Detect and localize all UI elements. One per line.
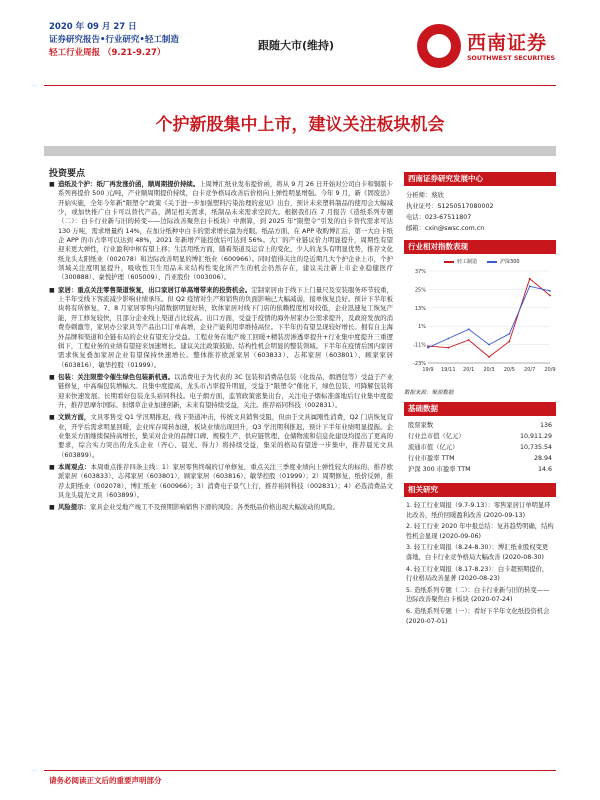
paragraph-lead: 包装：关注限塑令催生绿色包装新机遇。 (58, 372, 175, 381)
y-tick-label: 1% (418, 324, 426, 331)
fund-row (404, 420, 556, 431)
paragraph-text: 家具企业受地产竣工不及预期影响销售下滑的风险；各类纸品价格出现大幅波动的风险。 (89, 503, 340, 512)
chart-header: 行业相对指数表现 (404, 240, 556, 254)
related-item[interactable]: 4. 轻工行业周报（8.17-8.23）：白卡超预期提价，行业格局改善显著 (2020-08-23) (406, 565, 549, 583)
section-band (44, 146, 556, 156)
logo-name-cn: 西南证券 (467, 32, 548, 54)
chart-legend (404, 254, 556, 265)
header-divider (44, 85, 556, 86)
x-tick-label: 19/11 (441, 367, 456, 373)
related-item[interactable]: 2. 轻工行业 2020 年中报总结：复苏趋势明确，结构性机会显现 (2020-09-06) (406, 523, 554, 540)
related-header: 相关研究 (404, 483, 556, 497)
data-point (447, 338, 449, 340)
fund-table (404, 416, 556, 475)
y-tick-label: 13% (414, 305, 426, 312)
data-point (529, 278, 531, 280)
paragraph-text: 文具零售受 Q1 学汛期推迟，线下渠道冲击，传统文具销售受阻，但由于文具属刚性消费，Q2 门店恢复营业，开学后需求明显回暖，企业库存周转加速，板块业绩出现回升，Q3 学汛期利推迟，预计下半年业绩明显提振。企业集采方面继续保持高增长，集采对企业的品牌口碑、规模生产、供应链管理、仓储物流和信息化建设均提出了更高的要求，综合实力突出的龙头企业（齐心、晨光、得力）将持续受益，集采的格局有望进一步集中，推荐晨光文具（603899）。 (58, 413, 393, 459)
paragraph-text: 以消费电子为代表的 3C 包装和消费品包装（化妆品、烟酒包等）受益于产业链修复，中高端包装增幅大。且集中度提高，龙头市占率提升明显，受益于“限塑令”催化下，绿色包装、可降解包装将迎来快速发展。长期看好包装龙头裕同科技。电子烟方面，监管政策密集出台，关注电子烟标准落地后行业集中度提升，推荐思摩尔国际。但烟草企业加速创新，未来有望持续受益，关注。推荐裕同科技（002831）。 (58, 372, 393, 409)
fund-label: 流通市值（亿元） (408, 444, 459, 451)
data-point (447, 347, 449, 349)
related-item[interactable]: 3. 轻工行业周报（8.24-8.30）：博汇纸业股权变更落地，白卡行业竞争格局大幅改善 (2020-08-30) (406, 544, 549, 561)
data-point (468, 328, 470, 330)
paragraph-lead: 造纸及个护：纸厂再发涨价函，顺周期提价持续。 (58, 180, 200, 188)
fund-value: 10,735.54 (519, 444, 552, 451)
data-point (549, 295, 551, 297)
paragraph-lead: 本周观点： (58, 462, 91, 471)
y-tick-label: 25% (414, 287, 426, 294)
footer-disclaimer: 请务必阅读正文后的重要声明部分 (49, 776, 162, 785)
y-tick-label: -11% (413, 342, 426, 349)
summary-paragraph (49, 286, 393, 370)
fund-label: 股票家数 (408, 422, 434, 429)
rating-label: 跟随大市(维持) (258, 39, 335, 52)
x-tick-label: 20/3 (483, 367, 495, 373)
summary-paragraph (49, 463, 393, 500)
paragraph-text: 上周博汇纸业发布提价函，将从 9 月 26 日开始对公司白卡和铜版卡系列再提价 500 元/吨，产业顺周期提价持续，白卡竞争格局改善后价格向上弹性明显增强。今年 9 月，新《固废法》开始实施，全年今年新“限塑令”政策《关于进一步加强塑料污染治理的意见》出台，预计未来塑料制品的使用会大幅减少，或加快推广白卡可以替代产品，满足相关需求，纸制品未来需求空间大。根据我们在 7 月报告《造纸系列专题（二）：白卡行业新与旧的转变——边际改善聚焦白卡板块》中测算，到 2025 年“限塑令”引发的白卡替代需求可达 130 万吨，需求增量约 14%，在加分纸种中白卡的需求增长最为亮眼。纸品方面，在 APP 收购博汇后，第一大白卡纸企 APP 的市占率可以达到 48%，2021 年新增产能投放后可达到 56%。大厂的产业链议价力明显提升，周期性有望迎来更大弹性，行业盈利中枢有望上移；生活用纸方面，随着渠道及运营上的变化，少人的龙头有明显优势，推荐文化纸龙头太阳纸业（002078）和边际改善明显的博汇纸业（600966）。同时值得关注的是近期几大个护企业上市，个护领域关注度明显提升，吸收性卫生用品未来结构性变化所产生的机会仍然存在，建议关注新上市企业稳健医疗（300888）、豪悦护理（605009）、百亚股份（003006）。 (58, 180, 394, 282)
relative-index-chart (404, 265, 554, 383)
chart-source: 数据来源：聚源数据 (404, 390, 454, 396)
data-point (427, 345, 429, 347)
legend-item (444, 258, 477, 265)
fund-value: 10,911.29 (519, 433, 552, 440)
legend-swatch (444, 261, 454, 263)
data-point (549, 290, 551, 292)
legend-label: 轻工制造 (457, 259, 478, 265)
fund-label: 行业市盈率 TTM (408, 455, 455, 462)
data-point (488, 356, 490, 358)
paragraph-lead: 风险提示： (58, 503, 90, 512)
summary-paragraph (49, 373, 393, 410)
summary-heading: 投资要点 (49, 169, 86, 179)
report-title: 个护新股集中上市，建议关注板块机会 (155, 115, 445, 135)
data-point (427, 347, 429, 349)
data-point (468, 339, 470, 341)
x-tick-label: 20/1 (463, 367, 475, 373)
paragraph-lead: 文娱方面， (58, 413, 91, 422)
fund-header: 基础数据 (404, 402, 556, 416)
paragraph-text: 本周重点推荐四条主线：1）家居零售终端的订单修复，重点关注三季度业绩向上弹性较大的标的，推荐欧派家居（603833）、志邦家居（603801）、顾家家居（603816）、敏华控股（01999）；2）周期修复，纸价反弹，推荐太阳纸业（002078）、博汇纸业（600966）；3）消费电子景气上行，推荐裕同科技（002831）；4）必选消费品文具龙头晨光文具（603899）。 (58, 462, 393, 499)
footer-divider (44, 770, 556, 771)
analyst-license: 执业证号：S1250517080002 (406, 203, 494, 210)
report-meta (49, 21, 179, 60)
x-tick-label: 20/5 (503, 367, 515, 373)
legend-label: 沪深300 (500, 259, 520, 265)
fund-label: 沪深 300 市盈率 TTM (408, 466, 471, 473)
analyst-name: 分析师：蔡欣 (406, 192, 444, 199)
related-item[interactable]: 5. 造纸系列专题（二）：白卡行业新与旧的转变——边际改善聚焦白卡板块 (2020-07-24) (406, 586, 550, 604)
data-point (529, 285, 531, 287)
data-point (508, 341, 510, 343)
y-tick-label: 37% (414, 269, 426, 275)
data-point (508, 333, 510, 335)
chart-section (404, 240, 556, 396)
logo-mark-icon (417, 24, 461, 68)
paragraph-lead: 家居：重点关注零售渠道恢复，出口家居订单高增带来的投资机会。 (58, 285, 252, 294)
fund-row (404, 453, 556, 464)
related-item[interactable]: 1. 轻工行业周报（9.7-9.13）：零售家居订单明显环比改善，纸价回暖盈利改善 (2020-09-13) (406, 502, 551, 519)
fund-value: 28.94 (533, 455, 552, 462)
team-header: 西南证券研究发展中心 (404, 172, 556, 186)
x-tick-label: 19/9 (422, 367, 434, 373)
summary-paragraph (49, 413, 393, 460)
report-date: 2020 年 09 月 27 日 (49, 22, 137, 32)
summary-paragraph (49, 180, 393, 283)
summary-paragraph (49, 503, 393, 512)
y-tick-label: -23% (413, 361, 426, 367)
series-line-2 (428, 286, 550, 347)
analyst-phone: 电话：023-67511807 (406, 214, 472, 221)
related-item[interactable]: 6. 造纸系列专题（一）：看好下半年文化纸投资机会 (2020-07-01) (406, 607, 550, 625)
legend-swatch (487, 261, 497, 263)
report-category: 证券研究报告•行业研究•轻工制造 (49, 35, 179, 45)
company-logo (417, 24, 557, 74)
analyst-email[interactable]: 邮箱：cxin@swsc.com.cn (406, 225, 485, 232)
fund-row (404, 442, 556, 453)
fund-row (404, 431, 556, 442)
x-tick-label: 20/9 (544, 367, 556, 373)
related-list (404, 497, 556, 626)
data-point (488, 344, 490, 346)
legend-item (487, 258, 520, 265)
analyst-info (404, 186, 556, 234)
summary-body (49, 180, 393, 516)
fund-label: 行业总市值（亿元） (408, 433, 465, 440)
fund-row (404, 464, 556, 475)
paragraph-text: 定制家居由于线下上门量尺及安装服务环节较重，上半年受线下客流减少影响业绩承压。但 Q2 疫情对生产和销售的负面影响已大幅减弱，接单恢复良好。预计下半年板块将有所修复，7、8 月家居零售内销数据明显好转，软体家居对线下门店的依赖程度相对较低，企业迅速复工恢复产能，开工修复较快，且部分企业线上渠道占比较高。出口方面，受益于疫情的海外居家办公需求提升，及政府发放的消费券刺激等，家居办公家具等产品出口订单高增，企业产能利用率维持高位。下半年仍有望呈现较好增长。拥有自主海外品牌和渠道和全链布局的企业有望充分受益。工程业务在地产竣工回暖+精装房渗透率提升+行业集中度提升三重逻辑下，工程业务的业绩有望迎来加速增长。建议关注政策鼓励、结构性机会明显的整装领域。下半年在疫情后国内家居需求恢复叠加家居企业有望保持快速增长。整体推荐欧派家居（603833）、志邦家居（603801）、顾家家居（603816）、敏华控股（01999）。 (58, 285, 394, 369)
report-series: 轻工行业周报 （9.21-9.27） (49, 48, 166, 58)
fund-value: 14.6 (537, 466, 552, 473)
fund-value: 136 (539, 422, 552, 429)
sidebar (404, 172, 556, 628)
x-tick-label: 20/7 (524, 367, 536, 373)
logo-name-en: SOUTHWEST SECURITIES (467, 55, 556, 62)
